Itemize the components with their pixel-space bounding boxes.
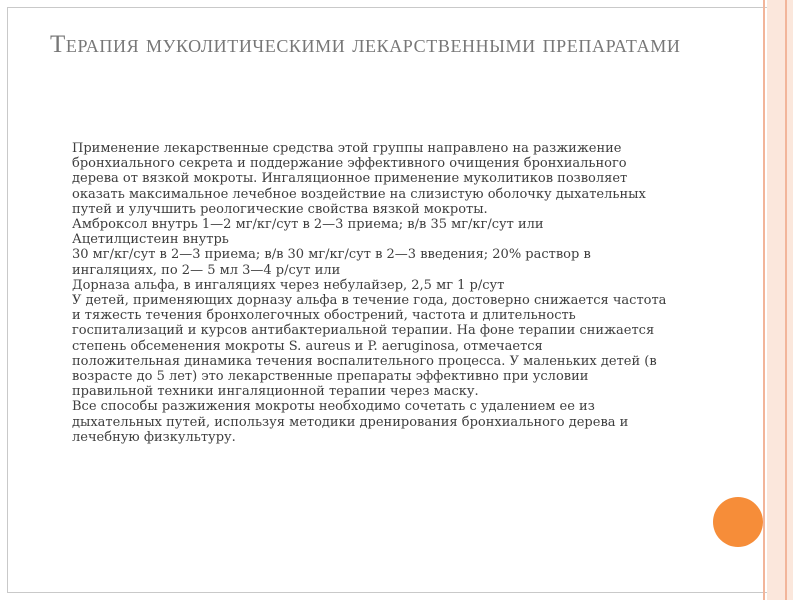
body-text-line: ингаляциях, по 2— 5 мл 3—4 р/сут или [72,262,341,278]
body-text-line: положительная динамика течения воспалительного процесса. У маленьких детей (в [72,353,657,369]
accent-circle [713,497,763,547]
right-decorative-band [767,0,793,600]
body-text-line: Применение лекарственные средства этой группы направлено на разжижение [72,141,622,156]
body-text-line: Амброксол внутрь 1—2 мг/кг/сут в 2—3 приема; в/в 35 мг/кг/сут или [72,217,544,233]
body-text-line: бронхиального секрета и поддержание эффективного очищения бронхиального [72,156,627,172]
body-text-line: степень обсеменения мокроты S. aureus и P. aeruginosa, отмечается [72,338,543,354]
body-text-line: возрасте до 5 лет) это лекарственные препараты эффективно при условии [72,369,589,385]
slide-body-text [72,141,692,445]
body-text-line: госпитализаций и курсов антибактериальной терапии. На фоне терапии снижается [72,323,655,339]
right-band-line [763,0,765,600]
right-band-line [785,0,787,600]
body-text-line: дерева от вязкой мокроты. Ингаляционное применение муколитиков позволяет [72,171,628,187]
slide-title: Терапия муколитическими лекарственными препаратами [50,31,681,58]
body-text-line: оказать максимальное лечебное воздействие на слизистую оболочку дыхательных [72,186,646,202]
body-text-line: и тяжесть течения бронхолегочных обострений, частота и длительность [72,308,576,324]
body-text-line: Ацетилцистеин внутрь [72,232,229,248]
body-text-line: Все способы разжижения мокроты необходимо сочетать с удалением ее из [72,399,595,415]
body-text-line: путей и улучшить реологические свойства вязкой мокроты. [72,201,488,217]
body-text-line: правильной техники ингаляционной терапии через маску. [72,384,479,400]
body-text-line: У детей, применяющих дорназу альфа в течение года, достоверно снижается частота [72,293,667,309]
body-text-line: 30 мг/кг/сут в 2—3 приема; в/в 30 мг/кг/сут в 2—3 введения; 20% раствор в [72,247,591,263]
body-text-line: Дорназа альфа, в ингаляциях через небулайзер, 2,5 мг 1 р/сут [72,277,505,293]
body-text-line: дыхательных путей, используя методики дренирования бронхиального дерева и [72,414,629,430]
body-text-line: лечебную физкультуру. [72,429,236,445]
